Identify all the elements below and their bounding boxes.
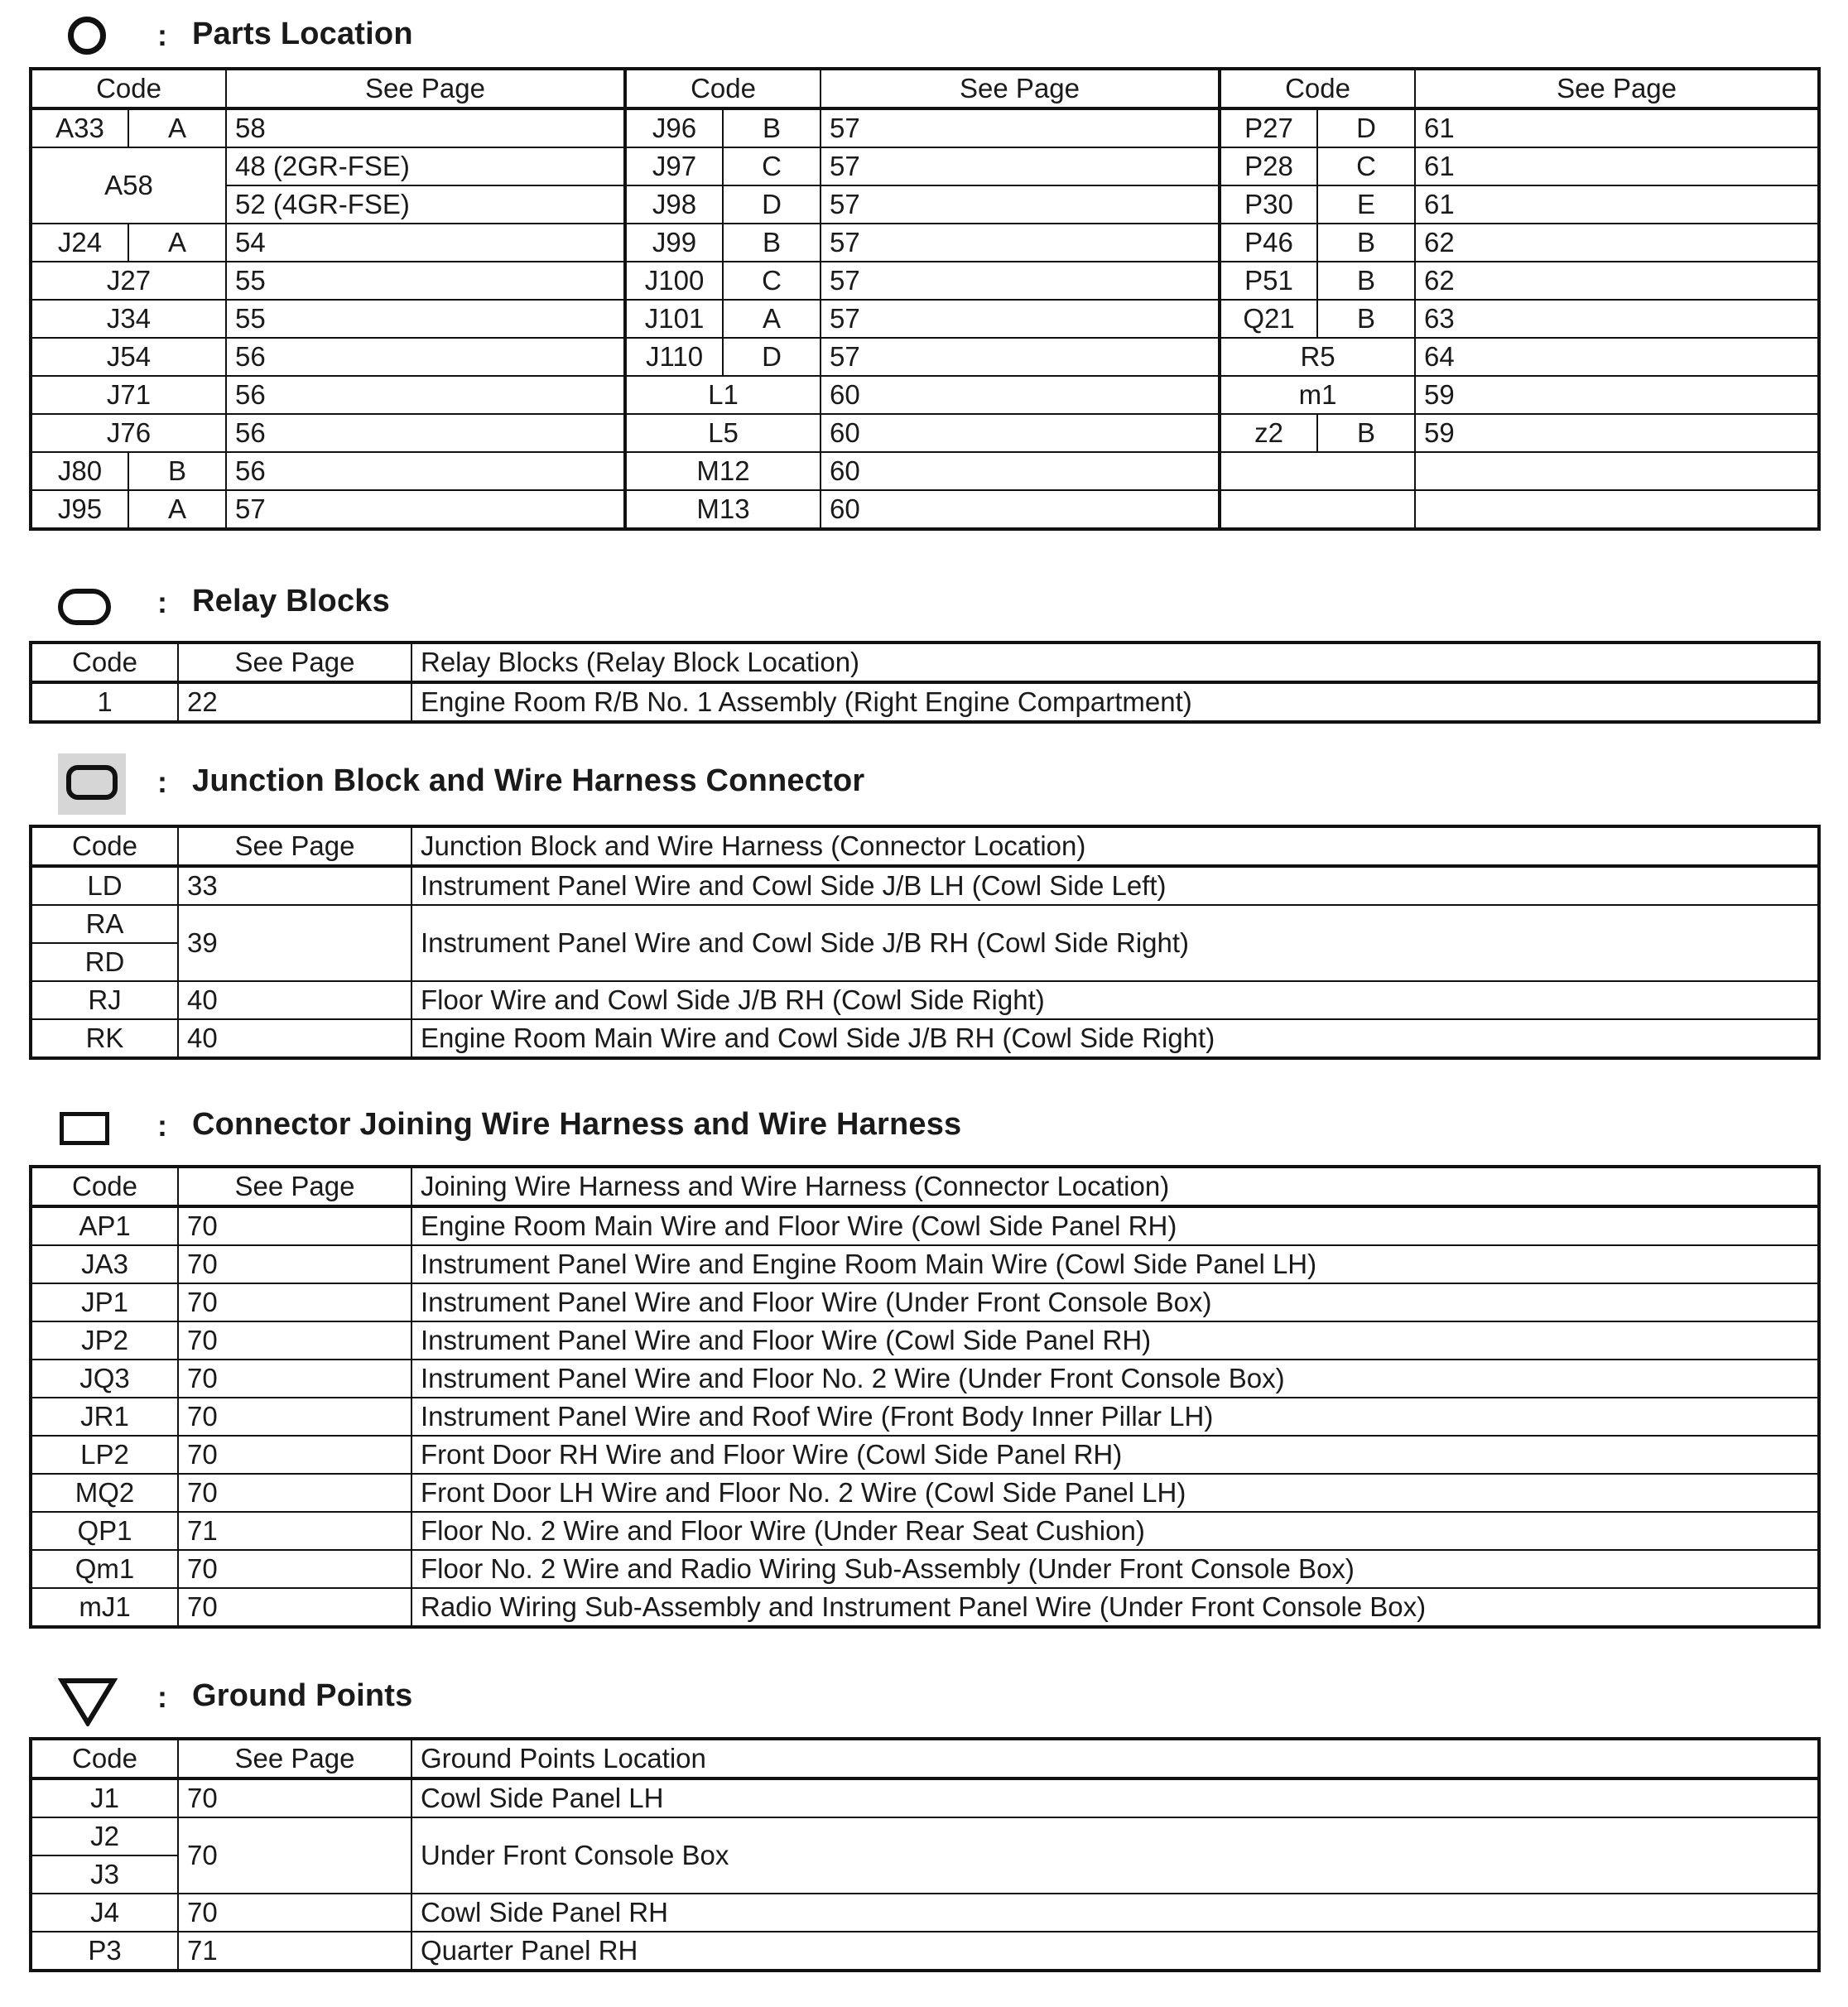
code-cell: J3 [31, 1855, 178, 1894]
code-cell: P28 [1220, 147, 1317, 185]
relay-blocks-heading [0, 575, 1848, 633]
letter-cell: A [723, 300, 821, 338]
code-cell: A33 [31, 108, 128, 147]
code-cell: J27 [31, 262, 226, 300]
code-cell: J100 [625, 262, 723, 300]
code-cell: M12 [625, 452, 821, 490]
section-title: Ground Points [192, 1678, 413, 1713]
code-cell: J54 [31, 338, 226, 376]
code-cell: LD [31, 866, 178, 905]
parts-location-heading [0, 0, 1848, 58]
code-cell: J101 [625, 300, 723, 338]
junction-block-heading [0, 753, 1848, 811]
location-cell: Cowl Side Panel RH [411, 1894, 1819, 1932]
rounded-oval-icon [58, 589, 111, 625]
table-row [31, 1474, 1819, 1512]
page-cell: 70 [178, 1778, 411, 1817]
location-cell: Instrument Panel Wire and Roof Wire (Front Body Inner Pillar LH) [411, 1398, 1819, 1436]
junction-block-table [29, 825, 1821, 1060]
header-see-page: See Page [178, 1739, 411, 1778]
code-cell: JP1 [31, 1283, 178, 1321]
page-cell: 61 [1415, 185, 1819, 224]
page-cell: 70 [178, 1817, 411, 1894]
table-row [31, 1360, 1819, 1398]
table-row [31, 1398, 1819, 1436]
connector-table [29, 1165, 1821, 1629]
code-cell: mJ1 [31, 1588, 178, 1627]
page-cell: 52 (4GR-FSE) [226, 185, 625, 224]
page-cell: 57 [821, 224, 1220, 262]
code-cell: J24 [31, 224, 128, 262]
letter-cell: A [128, 108, 226, 147]
page-cell: 59 [1415, 414, 1819, 452]
header-code: Code [31, 826, 178, 866]
letter-cell: B [723, 108, 821, 147]
table-row [31, 262, 1819, 300]
page-cell: 55 [226, 262, 625, 300]
code-cell [1220, 490, 1415, 529]
header-code: Code [625, 69, 821, 108]
code-cell: L5 [625, 414, 821, 452]
code-cell: J96 [625, 108, 723, 147]
page-cell: 57 [821, 147, 1220, 185]
header-see-page: See Page [178, 643, 411, 682]
letter-cell: B [1317, 262, 1415, 300]
table-header-row [31, 1167, 1819, 1206]
page-cell: 56 [226, 452, 625, 490]
down-triangle-icon [58, 1677, 118, 1726]
section-title: Parts Location [192, 17, 413, 51]
page-cell: 71 [178, 1932, 411, 1971]
page-cell: 70 [178, 1398, 411, 1436]
code-cell: m1 [1220, 376, 1415, 414]
location-cell: Instrument Panel Wire and Floor No. 2 Wire (Under Front Console Box) [411, 1360, 1819, 1398]
section-title: Connector Joining Wire Harness and Wire Harness [192, 1107, 962, 1142]
page-cell: 70 [178, 1436, 411, 1474]
page-cell: 57 [821, 185, 1220, 224]
header-location: Ground Points Location [411, 1739, 1819, 1778]
code-cell: R5 [1220, 338, 1415, 376]
page-cell: 56 [226, 338, 625, 376]
location-cell: Instrument Panel Wire and Engine Room Main Wire (Cowl Side Panel LH) [411, 1245, 1819, 1283]
header-code: Code [31, 1167, 178, 1206]
letter-cell: B [1317, 224, 1415, 262]
table-row [31, 866, 1819, 905]
code-cell: RD [31, 943, 178, 981]
page-cell: 60 [821, 414, 1220, 452]
code-cell: JR1 [31, 1398, 178, 1436]
location-cell: Instrument Panel Wire and Floor Wire (Under Front Console Box) [411, 1283, 1819, 1321]
page-cell: 59 [1415, 376, 1819, 414]
code-cell: Qm1 [31, 1550, 178, 1588]
code-cell: J1 [31, 1778, 178, 1817]
header-code: Code [31, 69, 226, 108]
location-cell: Front Door LH Wire and Floor No. 2 Wire (Cowl Side Panel LH) [411, 1474, 1819, 1512]
page-cell: 60 [821, 490, 1220, 529]
code-cell: RJ [31, 981, 178, 1019]
table-row [31, 682, 1819, 722]
page-cell: 63 [1415, 300, 1819, 338]
letter-cell: D [723, 185, 821, 224]
page-cell: 33 [178, 866, 411, 905]
page-cell: 70 [178, 1245, 411, 1283]
page-cell: 57 [821, 300, 1220, 338]
page-cell: 58 [226, 108, 625, 147]
table-row [31, 452, 1819, 490]
location-cell: Floor No. 2 Wire and Floor Wire (Under Rear Seat Cushion) [411, 1512, 1819, 1550]
code-cell: J4 [31, 1894, 178, 1932]
code-cell [1220, 452, 1415, 490]
code-cell: J76 [31, 414, 226, 452]
code-cell: J34 [31, 300, 226, 338]
code-cell: JA3 [31, 1245, 178, 1283]
page-cell: 70 [178, 1321, 411, 1360]
page-cell: 71 [178, 1512, 411, 1550]
parts-location-table [29, 67, 1821, 531]
table-header-row [31, 69, 1819, 108]
location-cell: Radio Wiring Sub-Assembly and Instrument Panel Wire (Under Front Console Box) [411, 1588, 1819, 1627]
code-cell: JQ3 [31, 1360, 178, 1398]
table-row [31, 490, 1819, 529]
page-cell: 70 [178, 1550, 411, 1588]
table-row [31, 1894, 1819, 1932]
letter-cell: A [128, 224, 226, 262]
section-title: Relay Blocks [192, 584, 390, 618]
table-header-row [31, 1739, 1819, 1778]
header-see-page: See Page [178, 826, 411, 866]
page-cell: 70 [178, 1588, 411, 1627]
letter-cell: C [723, 147, 821, 185]
location-cell: Front Door RH Wire and Floor Wire (Cowl Side Panel RH) [411, 1436, 1819, 1474]
code-cell: P30 [1220, 185, 1317, 224]
code-cell: z2 [1220, 414, 1317, 452]
table-row [31, 147, 1819, 185]
ground-points-heading [0, 1668, 1848, 1726]
letter-cell: D [723, 338, 821, 376]
header-see-page: See Page [178, 1167, 411, 1206]
location-cell: Engine Room Main Wire and Cowl Side J/B RH (Cowl Side Right) [411, 1019, 1819, 1058]
page-cell: 57 [821, 262, 1220, 300]
code-cell: 1 [31, 682, 178, 722]
header-see-page: See Page [1415, 69, 1819, 108]
location-cell: Floor Wire and Cowl Side J/B RH (Cowl Side Right) [411, 981, 1819, 1019]
header-location: Joining Wire Harness and Wire Harness (Connector Location) [411, 1167, 1819, 1206]
location-cell: Engine Room Main Wire and Floor Wire (Cowl Side Panel RH) [411, 1206, 1819, 1245]
location-cell: Instrument Panel Wire and Cowl Side J/B LH (Cowl Side Left) [411, 866, 1819, 905]
code-cell: A58 [31, 147, 226, 224]
table-row [31, 1436, 1819, 1474]
page-cell [1415, 452, 1819, 490]
code-cell: LP2 [31, 1436, 178, 1474]
location-cell: Quarter Panel RH [411, 1932, 1819, 1971]
page-cell: 40 [178, 1019, 411, 1058]
page-cell: 62 [1415, 224, 1819, 262]
code-cell: L1 [625, 376, 821, 414]
table-row [31, 1550, 1819, 1588]
header-code: Code [1220, 69, 1415, 108]
code-cell: J97 [625, 147, 723, 185]
connector-heading [0, 1097, 1848, 1155]
location-cell: Engine Room R/B No. 1 Assembly (Right Engine Compartment) [411, 682, 1819, 722]
page-cell: 62 [1415, 262, 1819, 300]
letter-cell: B [723, 224, 821, 262]
code-cell: M13 [625, 490, 821, 529]
table-row [31, 1019, 1819, 1058]
code-cell: J99 [625, 224, 723, 262]
header-location: Junction Block and Wire Harness (Connector Location) [411, 826, 1819, 866]
header-code: Code [31, 1739, 178, 1778]
page-cell: 56 [226, 376, 625, 414]
letter-cell: B [1317, 414, 1415, 452]
code-cell: P51 [1220, 262, 1317, 300]
page-cell: 61 [1415, 108, 1819, 147]
heading-colon: : [157, 18, 167, 52]
letter-cell: B [128, 452, 226, 490]
table-row [31, 905, 1819, 943]
page-cell: 60 [821, 376, 1220, 414]
table-row [31, 1512, 1819, 1550]
page-cell: 57 [821, 338, 1220, 376]
rectangle-icon [60, 1112, 109, 1145]
heading-colon: : [157, 765, 167, 799]
location-cell: Instrument Panel Wire and Floor Wire (Cowl Side Panel RH) [411, 1321, 1819, 1360]
code-cell: P46 [1220, 224, 1317, 262]
code-cell: P3 [31, 1932, 178, 1971]
table-row [31, 338, 1819, 376]
page-cell: 57 [226, 490, 625, 529]
header-code: Code [31, 643, 178, 682]
code-cell: J71 [31, 376, 226, 414]
code-cell: AP1 [31, 1206, 178, 1245]
table-header-row [31, 643, 1819, 682]
location-cell: Floor No. 2 Wire and Radio Wiring Sub-Assembly (Under Front Console Box) [411, 1550, 1819, 1588]
page-cell: 70 [178, 1360, 411, 1398]
page-cell: 70 [178, 1894, 411, 1932]
code-cell: J110 [625, 338, 723, 376]
page-cell: 39 [178, 905, 411, 981]
page-cell: 64 [1415, 338, 1819, 376]
heading-colon: : [157, 1680, 167, 1714]
relay-blocks-table [29, 641, 1821, 724]
page-cell: 57 [821, 108, 1220, 147]
code-cell: J98 [625, 185, 723, 224]
table-row [31, 1817, 1819, 1855]
page-cell: 40 [178, 981, 411, 1019]
header-location: Relay Blocks (Relay Block Location) [411, 643, 1819, 682]
page-cell: 55 [226, 300, 625, 338]
table-row [31, 981, 1819, 1019]
table-row [31, 185, 1819, 224]
table-row [31, 108, 1819, 147]
code-cell: P27 [1220, 108, 1317, 147]
table-row [31, 1588, 1819, 1627]
header-see-page: See Page [226, 69, 625, 108]
page-cell: 22 [178, 682, 411, 722]
page-cell: 61 [1415, 147, 1819, 185]
location-cell: Instrument Panel Wire and Cowl Side J/B RH (Cowl Side Right) [411, 905, 1819, 981]
table-row [31, 224, 1819, 262]
location-cell: Cowl Side Panel LH [411, 1778, 1819, 1817]
header-see-page: See Page [821, 69, 1220, 108]
code-cell: JP2 [31, 1321, 178, 1360]
page-cell: 70 [178, 1474, 411, 1512]
table-row [31, 376, 1819, 414]
letter-cell: C [723, 262, 821, 300]
location-cell: Under Front Console Box [411, 1817, 1819, 1894]
table-row [31, 1206, 1819, 1245]
table-row [31, 1778, 1819, 1817]
table-row [31, 414, 1819, 452]
code-cell: J2 [31, 1817, 178, 1855]
ground-points-table [29, 1737, 1821, 1972]
letter-cell: B [1317, 300, 1415, 338]
letter-cell: E [1317, 185, 1415, 224]
code-cell: Q21 [1220, 300, 1317, 338]
letter-cell: D [1317, 108, 1415, 147]
table-header-row [31, 826, 1819, 866]
code-cell: QP1 [31, 1512, 178, 1550]
code-cell: RA [31, 905, 178, 943]
code-cell: J80 [31, 452, 128, 490]
heading-colon: : [157, 585, 167, 619]
table-row [31, 300, 1819, 338]
shaded-rounded-rect-icon [66, 765, 118, 800]
code-cell: RK [31, 1019, 178, 1058]
section-title: Junction Block and Wire Harness Connector [192, 763, 865, 798]
letter-cell: C [1317, 147, 1415, 185]
letter-cell: A [128, 490, 226, 529]
page-cell: 48 (2GR-FSE) [226, 147, 625, 185]
page-cell: 56 [226, 414, 625, 452]
heading-colon: : [157, 1109, 167, 1143]
page-cell: 60 [821, 452, 1220, 490]
table-row [31, 1245, 1819, 1283]
page-cell: 54 [226, 224, 625, 262]
page-cell [1415, 490, 1819, 529]
table-row [31, 1283, 1819, 1321]
code-cell: MQ2 [31, 1474, 178, 1512]
page-cell: 70 [178, 1283, 411, 1321]
table-row [31, 1321, 1819, 1360]
page-cell: 70 [178, 1206, 411, 1245]
table-row [31, 1932, 1819, 1971]
circle-icon [68, 17, 106, 55]
code-cell: J95 [31, 490, 128, 529]
